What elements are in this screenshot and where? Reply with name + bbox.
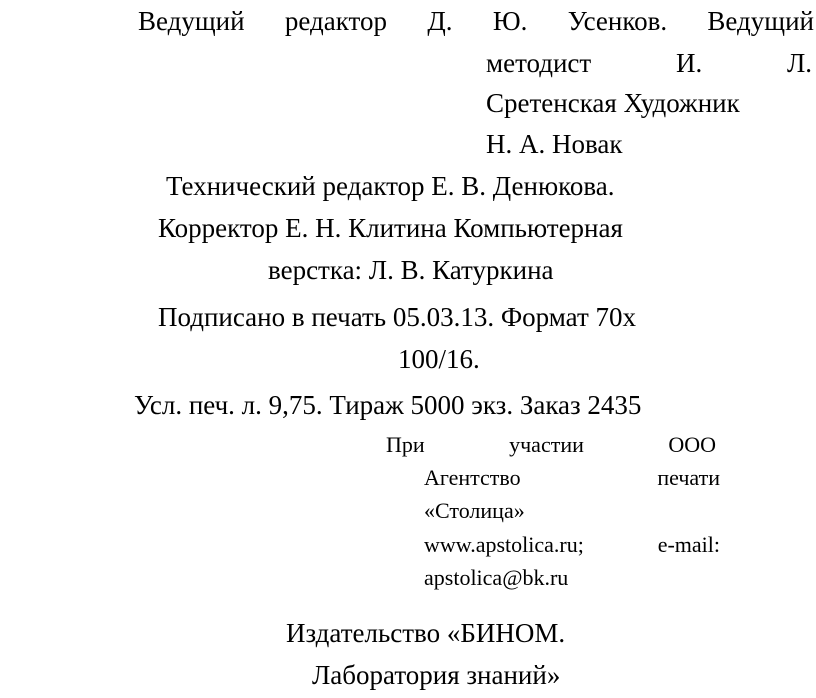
word: редактор	[284, 6, 387, 36]
publisher-line-2: Лаборатория знаний»	[312, 660, 561, 690]
word: Ведущий	[707, 6, 814, 36]
partner-name-line: «Столица»	[424, 498, 525, 523]
website-link: www.apstolica.ru;	[424, 532, 584, 557]
word: участии	[509, 432, 584, 457]
word: Ю.	[492, 6, 528, 36]
publisher-line-1: Издательство «БИНОМ.	[286, 618, 566, 648]
word: Усенков.	[567, 6, 668, 36]
partner-row-2	[424, 467, 720, 489]
word: печати	[657, 465, 720, 490]
word: ООО	[668, 432, 716, 457]
lead-editor-row-1	[138, 8, 814, 35]
word: Агентство	[424, 465, 521, 490]
word: Д.	[427, 6, 453, 36]
partner-row-1	[386, 434, 716, 456]
print-info-line: Усл. печ. л. 9,75. Тираж 5000 экз. Заказ 2435	[134, 390, 642, 420]
word: Л.	[786, 48, 812, 78]
partner-row-4	[424, 534, 720, 556]
corrector-line: Корректор Е. Н. Клитина Компьютерная	[158, 213, 623, 243]
word: При	[386, 432, 425, 457]
tech-editor-line: Технический редактор Е. В. Денюкова.	[166, 171, 615, 201]
methodist-row	[486, 50, 812, 77]
word: e-mail:	[657, 532, 720, 557]
email-line: apstolica@bk.ru	[424, 565, 569, 590]
methodist-name-line: Сретенская Художник	[486, 88, 740, 118]
layout-line: верстка: Л. В. Катуркина	[268, 255, 554, 285]
word: методист	[486, 48, 592, 78]
word: И.	[675, 48, 703, 78]
signed-line-1: Подписано в печать 05.03.13. Формат 70х	[158, 302, 636, 332]
word: Ведущий	[138, 6, 245, 36]
signed-line-2: 100/16.	[398, 344, 480, 374]
artist-line: Н. А. Новак	[486, 129, 623, 159]
